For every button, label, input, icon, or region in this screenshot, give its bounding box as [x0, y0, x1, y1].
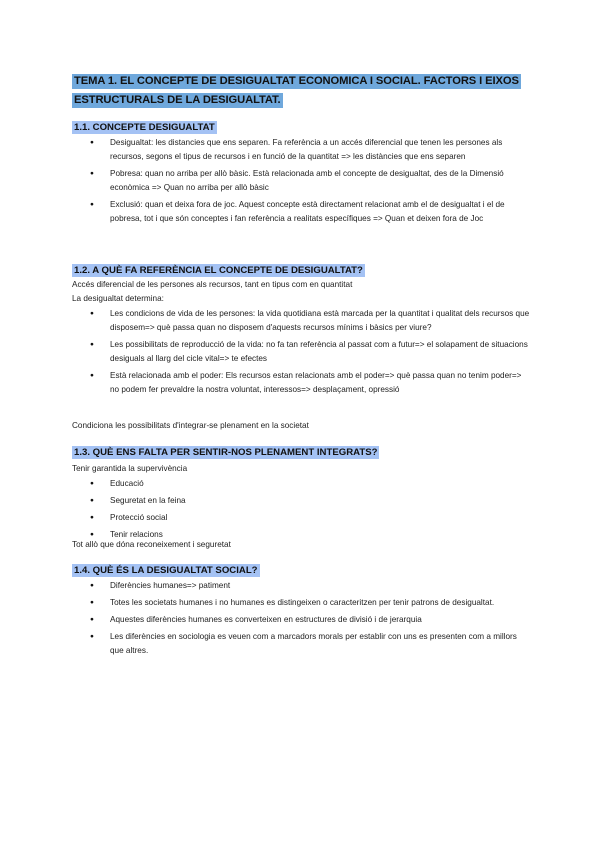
- list-item: ● Seguretat en la feina: [90, 494, 530, 508]
- section-1-3-intro: Tenir garantida la supervivència: [72, 464, 188, 473]
- list-item: ● Està relacionada amb el poder: Els recursos estan relacionats amb el poder=> què passa quan no tenim poder=> no podem fer prevaldre la nostra voluntat, interessos=> desplaçament, opressió: [90, 369, 530, 397]
- section-1-2-heading: 1.2. A QUÈ FA REFERÈNCIA EL CONCEPTE DE DESIGUALTAT?: [74, 265, 363, 276]
- title-text: TEMA 1. EL CONCEPTE DE DESIGUALTAT ECONOMICA I SOCIAL. FACTORS I EIXOS ESTRUCTURALS DE LA DESIGUALTAT.: [74, 75, 519, 106]
- list-item: ● Exclusió: quan et deixa fora de joc. Aquest concepte està directament relacionat amb el de desigualtat i el de pobresa, tot i que són conceptes i fan referència a realitats específiques => Quan et deixen fora de Joc: [90, 198, 530, 226]
- section-1-2-list: [90, 307, 530, 400]
- list-item: ● Diferències humanes=> patiment: [90, 579, 530, 593]
- list-item: ● Protecció social: [90, 511, 530, 525]
- section-1-3-list: [90, 477, 530, 545]
- list-item: ● Tenir relacions: [90, 528, 530, 542]
- section-1-1-list: [90, 136, 530, 229]
- list-item: ● Educació: [90, 477, 530, 491]
- section-1-2-outro: Condiciona les possibilitats d'integrar-se plenament en la societat: [72, 421, 309, 430]
- list-item: ● Les condicions de vida de les persones: la vida quotidiana està marcada per la quantitat i qualitat dels recursos que disposem=> què passa quan no disposem d'aquests recursos mínims i bàsics per viure?: [90, 307, 530, 335]
- list-item: ● Les diferències en sociologia es veuen com a marcadors morals per establir con uns es presenten com a millors que altres.: [90, 630, 530, 658]
- section-1-1-heading: 1.1. CONCEPTE DESIGUALTAT: [74, 122, 215, 133]
- section-1-4-list: [90, 579, 530, 661]
- list-item: ● Desigualtat: les distancies que ens separen. Fa referència a un accés diferencial que tenen les persones als recursos, segons el tipus de recursos i en funció de la quantitat => les distàncies que ens separen: [90, 136, 530, 164]
- list-item: ● Totes les societats humanes i no humanes es distingeixen o caracteritzen per tenir patrons de desigualtat.: [90, 596, 530, 610]
- section-1-4-heading: 1.4. QUÈ ÉS LA DESIGUALTAT SOCIAL?: [74, 565, 258, 576]
- list-item: ● Les possibilitats de reproducció de la vida: no fa tan referència al passat com a futur=> el solapament de situacions desiguals al llarg del cicle vital=> te efectes: [90, 338, 530, 366]
- section-1-2-lead: La desigualtat determina:: [72, 294, 164, 303]
- list-item: ● Pobresa: quan no arriba per allò bàsic. Està relacionada amb el concepte de desigualtat, des de la Dimensió econòmica => Quan no arriba per allò bàsic: [90, 167, 530, 195]
- list-item: ● Aquestes diferències humanes es converteixen en estructures de divisió i de jerarquia: [90, 613, 530, 627]
- section-1-2-intro: Accés diferencial de les persones als recursos, tant en tipus com en quantitat: [72, 280, 353, 289]
- document-title: [72, 72, 532, 110]
- section-1-3-heading: 1.3. QUÈ ENS FALTA PER SENTIR-NOS PLENAMENT INTEGRATS?: [74, 447, 378, 458]
- section-1-3-outro: Tot allò que dóna reconeixement i seguretat: [72, 540, 231, 549]
